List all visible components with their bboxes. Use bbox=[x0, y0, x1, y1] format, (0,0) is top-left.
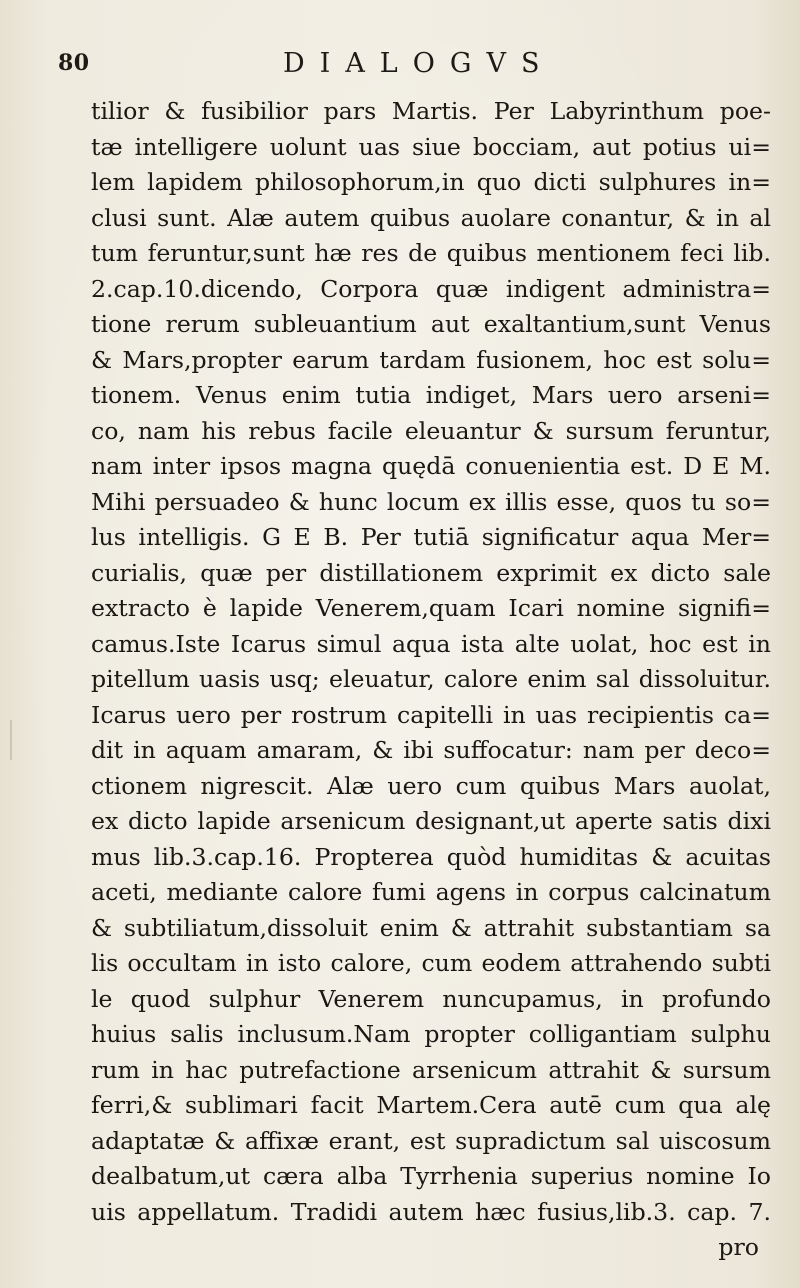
text-line: tum feruntur,sunt hæ res de quibus mentionem feci lib. bbox=[91, 239, 771, 267]
text-line: pitellum uasis usq; eleuatur, calore enim sal dissoluitur. bbox=[91, 665, 771, 693]
text-line: nam inter ipsos magna quędā conuenientia est. D E M. bbox=[91, 452, 771, 480]
text-line: tionem. Venus enim tutia indiget, Mars uero arseni= bbox=[91, 381, 771, 409]
page-number: 80 bbox=[58, 50, 90, 76]
text-line: lis occultam in isto calore, cum eodem attrahendo subti bbox=[91, 949, 771, 977]
text-line: ferri,& sublimari facit Martem.Cera autē cum qua alę bbox=[91, 1091, 771, 1119]
text-line: tione rerum subleuantium aut exaltantium,sunt Venus bbox=[91, 310, 771, 338]
text-line: Mihi persuadeo & hunc locum ex illis esse, quos tu so= bbox=[91, 487, 771, 516]
text-line: & Mars,propter earum tardam fusionem, hoc est solu= bbox=[91, 345, 771, 374]
text-line: tilior & fusibilior pars Martis. Per Labyrinthum poe- bbox=[91, 97, 771, 125]
text-line: & subtiliatum,dissoluit enim & attrahit substantiam sa bbox=[91, 913, 771, 942]
text-line: ex dicto lapide arsenicum designant,ut aperte satis dixi bbox=[91, 807, 771, 835]
text-line: clusi sunt. Alæ autem quibus auolare conantur, & in al bbox=[91, 203, 771, 232]
text-line: adaptatæ & affixæ erant, est supradictum sal uiscosum bbox=[91, 1126, 771, 1155]
page-header bbox=[58, 40, 740, 84]
text-line: curialis, quæ per distillationem exprimit ex dicto sale bbox=[91, 558, 771, 587]
text-line: camus.Iste Icarus simul aqua ista alte uolat, hoc est in bbox=[91, 629, 771, 658]
text-line: huius salis inclusum.Nam propter colligantiam sulphu bbox=[91, 1020, 771, 1048]
text-line: dit in aquam amaram, & ibi suffocatur: nam per deco= bbox=[91, 736, 771, 764]
text-line: le quod sulphur Venerem nuncupamus, in profundo bbox=[91, 984, 771, 1013]
running-head: DIALOGVS bbox=[283, 48, 555, 79]
text-line: uis appellatum. Tradidi autem hæc fusius,lib.3. cap. 7. bbox=[91, 1197, 771, 1226]
text-line: extracto è lapide Venerem,quam Icari nomine signifi= bbox=[91, 594, 771, 622]
text-line: rum in hac putrefactione arsenicum attrahit & sursum bbox=[91, 1055, 771, 1084]
text-line: lus intelligis. G E B. Per tutiā significatur aqua Mer= bbox=[91, 523, 771, 551]
text-line: tæ intelligere uolunt uas siue bocciam, aut potius ui= bbox=[91, 132, 771, 161]
text-line: dealbatum,ut cæra alba Tyrrhenia superius nomine Io bbox=[91, 1162, 771, 1190]
body-text bbox=[91, 94, 771, 1266]
catchword: pro bbox=[718, 1233, 759, 1261]
margin-mark bbox=[10, 720, 12, 760]
text-line: lem lapidem philosophorum,in quo dicti sulphures in= bbox=[91, 168, 771, 196]
text-line: mus lib.3.cap.16. Propterea quòd humiditas & acuitas bbox=[91, 842, 771, 871]
text-line: aceti, mediante calore fumi agens in corpus calcinatum bbox=[91, 878, 771, 906]
text-line: ctionem nigrescit. Alæ uero cum quibus Mars auolat, bbox=[91, 771, 771, 800]
text-line: co, nam his rebus facile eleuantur & sursum feruntur, bbox=[91, 416, 771, 445]
text-line: Icarus uero per rostrum capitelli in uas recipientis ca= bbox=[91, 700, 771, 729]
text-line: 2.cap.10.dicendo, Corpora quæ indigent administra= bbox=[91, 274, 771, 303]
